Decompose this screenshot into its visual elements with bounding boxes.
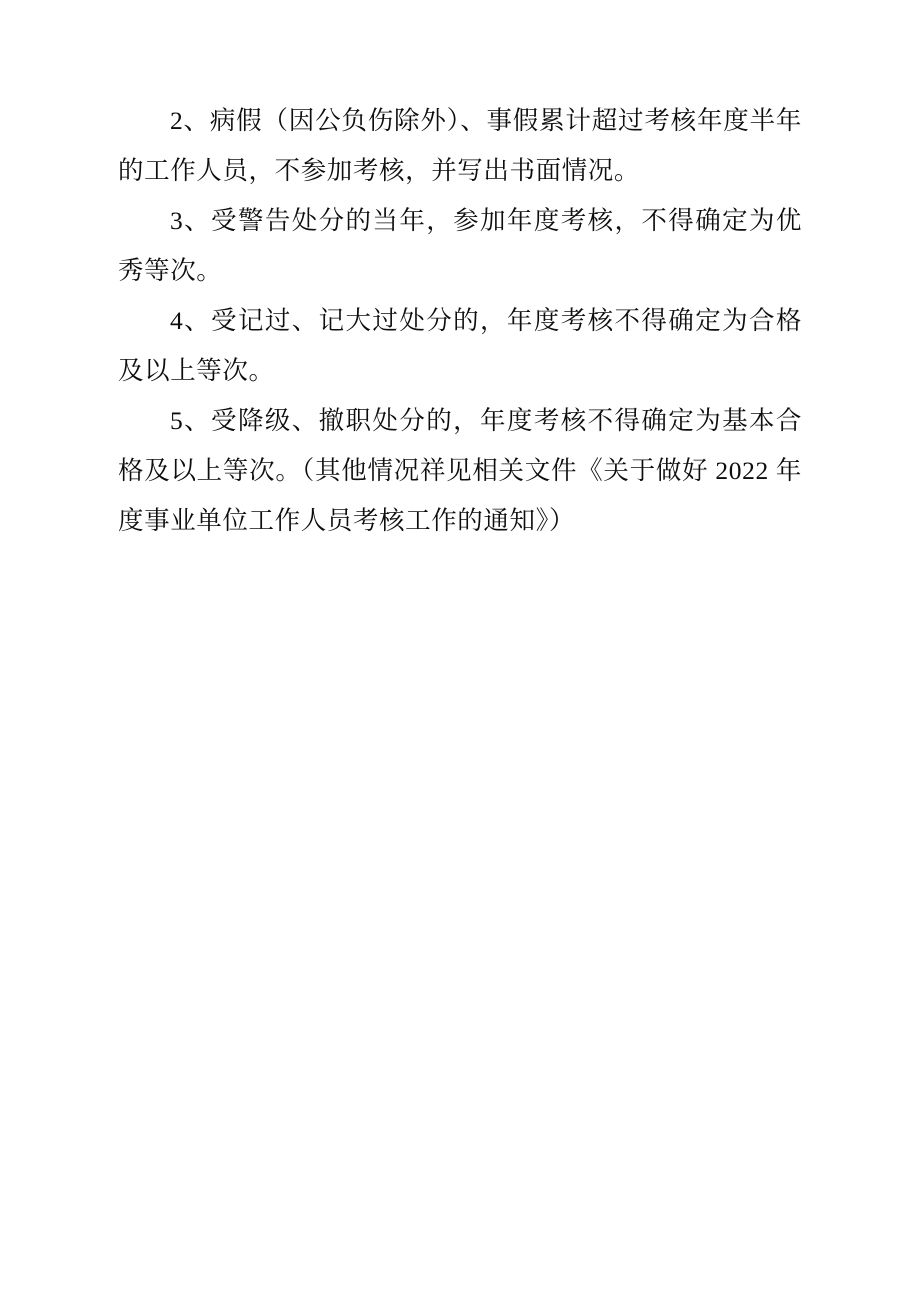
document-body xyxy=(118,96,802,546)
paragraph-item-5: 5、受降级、撤职处分的，年度考核不得确定为基本合格及以上等次。（其他情况祥见相关文件《关于做好 2022 年度事业单位工作人员考核工作的通知》） xyxy=(118,406,802,535)
paragraph-item-2: 2、病假（因公负伤除外）、事假累计超过考核年度半年的工作人员，不参加考核，并写出书面情况。 xyxy=(118,106,802,185)
paragraph-item-3: 3、受警告处分的当年，参加年度考核，不得确定为优秀等次。 xyxy=(118,206,802,285)
paragraph-item-4: 4、受记过、记大过处分的，年度考核不得确定为合格及以上等次。 xyxy=(118,306,802,385)
